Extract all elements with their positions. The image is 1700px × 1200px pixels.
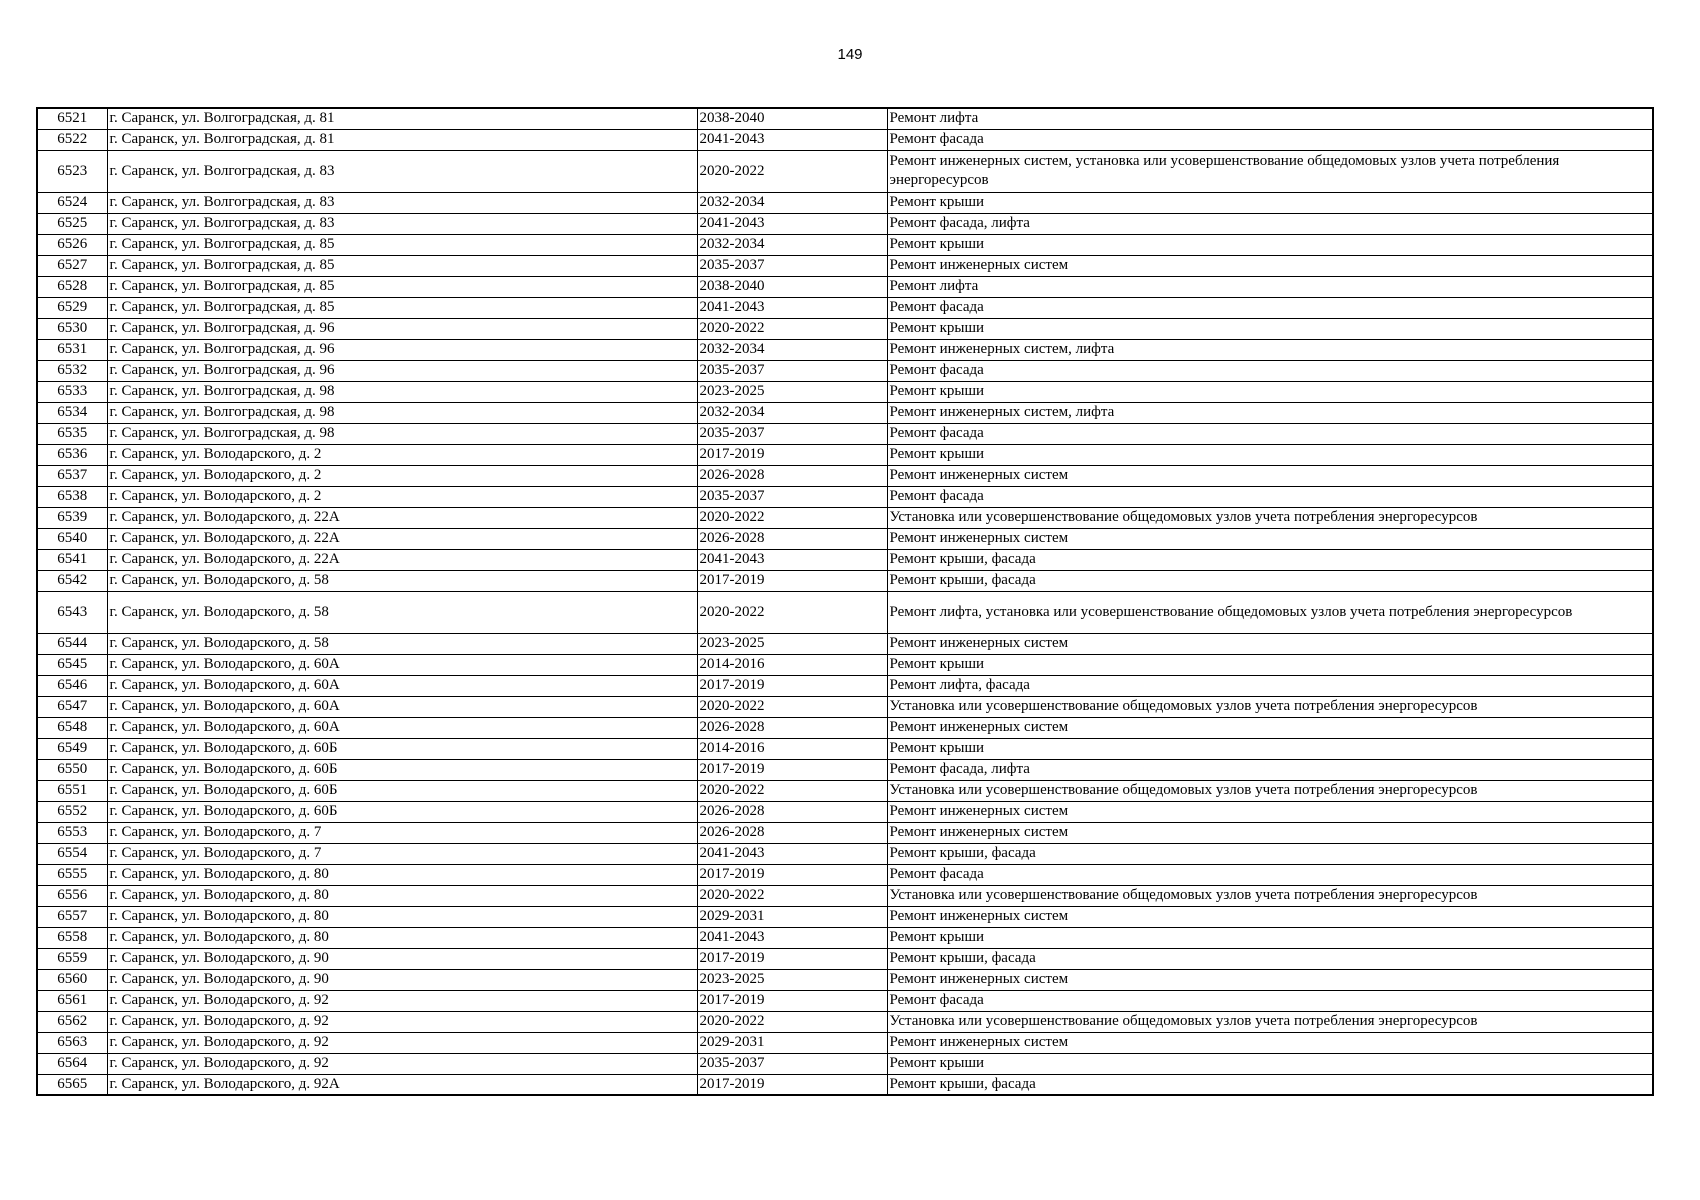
period-cell: 2026-2028 <box>697 717 887 738</box>
address-cell: г. Саранск, ул. Володарского, д. 90 <box>107 969 697 990</box>
table-row <box>37 528 1653 549</box>
address-cell: г. Саранск, ул. Володарского, д. 60А <box>107 654 697 675</box>
address-cell: г. Саранск, ул. Володарского, д. 7 <box>107 822 697 843</box>
row-number-cell: 6560 <box>37 969 107 990</box>
table-row <box>37 423 1653 444</box>
row-number-cell: 6543 <box>37 591 107 633</box>
row-number-cell: 6559 <box>37 948 107 969</box>
table-row <box>37 318 1653 339</box>
row-number-cell: 6544 <box>37 633 107 654</box>
address-cell: г. Саранск, ул. Володарского, д. 58 <box>107 633 697 654</box>
period-cell: 2041-2043 <box>697 549 887 570</box>
repair-schedule-table <box>36 107 1654 1096</box>
address-cell: г. Саранск, ул. Волгоградская, д. 81 <box>107 108 697 129</box>
table-row <box>37 906 1653 927</box>
row-number-cell: 6534 <box>37 402 107 423</box>
work-type-cell: Ремонт инженерных систем <box>887 528 1653 549</box>
address-cell: г. Саранск, ул. Володарского, д. 2 <box>107 444 697 465</box>
address-cell: г. Саранск, ул. Волгоградская, д. 83 <box>107 150 697 192</box>
period-cell: 2032-2034 <box>697 339 887 360</box>
work-type-cell: Ремонт фасада, лифта <box>887 759 1653 780</box>
period-cell: 2020-2022 <box>697 591 887 633</box>
work-type-cell: Ремонт крыши <box>887 927 1653 948</box>
address-cell: г. Саранск, ул. Волгоградская, д. 96 <box>107 360 697 381</box>
work-type-cell: Ремонт крыши <box>887 1053 1653 1074</box>
row-number-cell: 6537 <box>37 465 107 486</box>
period-cell: 2041-2043 <box>697 843 887 864</box>
work-type-cell: Ремонт фасада, лифта <box>887 213 1653 234</box>
table-body <box>37 108 1653 1095</box>
row-number-cell: 6530 <box>37 318 107 339</box>
row-number-cell: 6556 <box>37 885 107 906</box>
address-cell: г. Саранск, ул. Волгоградская, д. 85 <box>107 234 697 255</box>
work-type-cell: Ремонт крыши, фасада <box>887 1074 1653 1095</box>
period-cell: 2023-2025 <box>697 633 887 654</box>
row-number-cell: 6547 <box>37 696 107 717</box>
period-cell: 2038-2040 <box>697 108 887 129</box>
period-cell: 2017-2019 <box>697 444 887 465</box>
period-cell: 2041-2043 <box>697 129 887 150</box>
table-row <box>37 843 1653 864</box>
period-cell: 2023-2025 <box>697 381 887 402</box>
work-type-cell: Ремонт лифта, фасада <box>887 675 1653 696</box>
row-number-cell: 6564 <box>37 1053 107 1074</box>
table-row <box>37 1011 1653 1032</box>
address-cell: г. Саранск, ул. Волгоградская, д. 98 <box>107 381 697 402</box>
address-cell: г. Саранск, ул. Володарского, д. 60А <box>107 717 697 738</box>
period-cell: 2020-2022 <box>697 696 887 717</box>
address-cell: г. Саранск, ул. Волгоградская, д. 98 <box>107 423 697 444</box>
period-cell: 2041-2043 <box>697 927 887 948</box>
row-number-cell: 6525 <box>37 213 107 234</box>
row-number-cell: 6529 <box>37 297 107 318</box>
table-row <box>37 759 1653 780</box>
row-number-cell: 6549 <box>37 738 107 759</box>
row-number-cell: 6522 <box>37 129 107 150</box>
period-cell: 2035-2037 <box>697 360 887 381</box>
period-cell: 2038-2040 <box>697 276 887 297</box>
row-number-cell: 6553 <box>37 822 107 843</box>
row-number-cell: 6539 <box>37 507 107 528</box>
address-cell: г. Саранск, ул. Володарского, д. 92 <box>107 990 697 1011</box>
work-type-cell: Ремонт фасада <box>887 360 1653 381</box>
work-type-cell: Ремонт фасада <box>887 864 1653 885</box>
table-row <box>37 234 1653 255</box>
row-number-cell: 6523 <box>37 150 107 192</box>
table-row <box>37 591 1653 633</box>
work-type-cell: Ремонт крыши, фасада <box>887 570 1653 591</box>
table-row <box>37 213 1653 234</box>
period-cell: 2017-2019 <box>697 990 887 1011</box>
row-number-cell: 6524 <box>37 192 107 213</box>
table-row <box>37 717 1653 738</box>
table-row <box>37 276 1653 297</box>
address-cell: г. Саранск, ул. Волгоградская, д. 96 <box>107 318 697 339</box>
table-row <box>37 696 1653 717</box>
period-cell: 2026-2028 <box>697 822 887 843</box>
period-cell: 2020-2022 <box>697 507 887 528</box>
table-row <box>37 150 1653 192</box>
work-type-cell: Установка или усовершенствование общедомовых узлов учета потребления энергоресурсов <box>887 885 1653 906</box>
address-cell: г. Саранск, ул. Володарского, д. 90 <box>107 948 697 969</box>
row-number-cell: 6542 <box>37 570 107 591</box>
table-row <box>37 654 1653 675</box>
address-cell: г. Саранск, ул. Володарского, д. 22А <box>107 528 697 549</box>
period-cell: 2020-2022 <box>697 780 887 801</box>
address-cell: г. Саранск, ул. Володарского, д. 92А <box>107 1074 697 1095</box>
table-row <box>37 486 1653 507</box>
work-type-cell: Ремонт инженерных систем <box>887 255 1653 276</box>
table-row <box>37 192 1653 213</box>
page-number: 149 <box>837 46 863 63</box>
table-row <box>37 1053 1653 1074</box>
address-cell: г. Саранск, ул. Володарского, д. 58 <box>107 591 697 633</box>
period-cell: 2017-2019 <box>697 570 887 591</box>
address-cell: г. Саранск, ул. Володарского, д. 22А <box>107 507 697 528</box>
work-type-cell: Ремонт фасада <box>887 129 1653 150</box>
row-number-cell: 6536 <box>37 444 107 465</box>
period-cell: 2020-2022 <box>697 1011 887 1032</box>
work-type-cell: Ремонт крыши <box>887 381 1653 402</box>
work-type-cell: Ремонт инженерных систем <box>887 465 1653 486</box>
row-number-cell: 6532 <box>37 360 107 381</box>
period-cell: 2026-2028 <box>697 801 887 822</box>
work-type-cell: Ремонт крыши <box>887 444 1653 465</box>
work-type-cell: Ремонт лифта <box>887 108 1653 129</box>
table-row <box>37 948 1653 969</box>
period-cell: 2029-2031 <box>697 1032 887 1053</box>
work-type-cell: Ремонт инженерных систем <box>887 969 1653 990</box>
table-row <box>37 507 1653 528</box>
table-row <box>37 339 1653 360</box>
address-cell: г. Саранск, ул. Волгоградская, д. 81 <box>107 129 697 150</box>
period-cell: 2041-2043 <box>697 297 887 318</box>
address-cell: г. Саранск, ул. Володарского, д. 58 <box>107 570 697 591</box>
table-row <box>37 969 1653 990</box>
row-number-cell: 6565 <box>37 1074 107 1095</box>
table-row <box>37 675 1653 696</box>
work-type-cell: Ремонт крыши <box>887 192 1653 213</box>
row-number-cell: 6563 <box>37 1032 107 1053</box>
row-number-cell: 6552 <box>37 801 107 822</box>
work-type-cell: Ремонт крыши <box>887 318 1653 339</box>
address-cell: г. Саранск, ул. Волгоградская, д. 85 <box>107 297 697 318</box>
address-cell: г. Саранск, ул. Володарского, д. 80 <box>107 864 697 885</box>
work-type-cell: Ремонт фасада <box>887 486 1653 507</box>
table-row <box>37 129 1653 150</box>
work-type-cell: Установка или усовершенствование общедомовых узлов учета потребления энергоресурсов <box>887 696 1653 717</box>
table-row <box>37 402 1653 423</box>
period-cell: 2032-2034 <box>697 234 887 255</box>
table-row <box>37 801 1653 822</box>
row-number-cell: 6550 <box>37 759 107 780</box>
table-row <box>37 927 1653 948</box>
address-cell: г. Саранск, ул. Володарского, д. 22А <box>107 549 697 570</box>
address-cell: г. Саранск, ул. Волгоградская, д. 98 <box>107 402 697 423</box>
row-number-cell: 6557 <box>37 906 107 927</box>
table-row <box>37 1032 1653 1053</box>
table-row <box>37 444 1653 465</box>
row-number-cell: 6535 <box>37 423 107 444</box>
work-type-cell: Ремонт инженерных систем <box>887 822 1653 843</box>
table-row <box>37 738 1653 759</box>
work-type-cell: Ремонт инженерных систем, лифта <box>887 402 1653 423</box>
row-number-cell: 6562 <box>37 1011 107 1032</box>
row-number-cell: 6545 <box>37 654 107 675</box>
period-cell: 2035-2037 <box>697 1053 887 1074</box>
period-cell: 2023-2025 <box>697 969 887 990</box>
period-cell: 2035-2037 <box>697 255 887 276</box>
address-cell: г. Саранск, ул. Володарского, д. 60Б <box>107 780 697 801</box>
work-type-cell: Ремонт инженерных систем <box>887 906 1653 927</box>
address-cell: г. Саранск, ул. Володарского, д. 92 <box>107 1011 697 1032</box>
table-row <box>37 864 1653 885</box>
period-cell: 2032-2034 <box>697 192 887 213</box>
address-cell: г. Саранск, ул. Володарского, д. 60А <box>107 675 697 696</box>
period-cell: 2026-2028 <box>697 465 887 486</box>
address-cell: г. Саранск, ул. Володарского, д. 92 <box>107 1053 697 1074</box>
address-cell: г. Саранск, ул. Волгоградская, д. 96 <box>107 339 697 360</box>
address-cell: г. Саранск, ул. Володарского, д. 60Б <box>107 759 697 780</box>
address-cell: г. Саранск, ул. Володарского, д. 2 <box>107 465 697 486</box>
row-number-cell: 6521 <box>37 108 107 129</box>
period-cell: 2017-2019 <box>697 1074 887 1095</box>
row-number-cell: 6555 <box>37 864 107 885</box>
table-row <box>37 990 1653 1011</box>
address-cell: г. Саранск, ул. Володарского, д. 60Б <box>107 738 697 759</box>
row-number-cell: 6527 <box>37 255 107 276</box>
work-type-cell: Ремонт крыши <box>887 654 1653 675</box>
period-cell: 2017-2019 <box>697 948 887 969</box>
period-cell: 2020-2022 <box>697 318 887 339</box>
period-cell: 2029-2031 <box>697 906 887 927</box>
work-type-cell: Ремонт инженерных систем <box>887 801 1653 822</box>
work-type-cell: Ремонт инженерных систем <box>887 633 1653 654</box>
row-number-cell: 6546 <box>37 675 107 696</box>
table-row <box>37 549 1653 570</box>
row-number-cell: 6526 <box>37 234 107 255</box>
work-type-cell: Ремонт инженерных систем, установка или усовершенствование общедомовых узлов учета потребления энергоресурсов <box>887 150 1653 192</box>
row-number-cell: 6531 <box>37 339 107 360</box>
period-cell: 2017-2019 <box>697 675 887 696</box>
address-cell: г. Саранск, ул. Волгоградская, д. 85 <box>107 255 697 276</box>
work-type-cell: Установка или усовершенствование общедомовых узлов учета потребления энергоресурсов <box>887 780 1653 801</box>
period-cell: 2020-2022 <box>697 150 887 192</box>
table-row <box>37 360 1653 381</box>
work-type-cell: Установка или усовершенствование общедомовых узлов учета потребления энергоресурсов <box>887 507 1653 528</box>
table-row <box>37 108 1653 129</box>
row-number-cell: 6538 <box>37 486 107 507</box>
table-row <box>37 255 1653 276</box>
table-row <box>37 1074 1653 1095</box>
work-type-cell: Ремонт крыши, фасада <box>887 549 1653 570</box>
row-number-cell: 6548 <box>37 717 107 738</box>
period-cell: 2035-2037 <box>697 486 887 507</box>
work-type-cell: Ремонт крыши, фасада <box>887 843 1653 864</box>
work-type-cell: Установка или усовершенствование общедомовых узлов учета потребления энергоресурсов <box>887 1011 1653 1032</box>
table-row <box>37 381 1653 402</box>
address-cell: г. Саранск, ул. Володарского, д. 80 <box>107 885 697 906</box>
work-type-cell: Ремонт крыши <box>887 738 1653 759</box>
table-row <box>37 570 1653 591</box>
period-cell: 2035-2037 <box>697 423 887 444</box>
address-cell: г. Саранск, ул. Володарского, д. 60А <box>107 696 697 717</box>
row-number-cell: 6558 <box>37 927 107 948</box>
period-cell: 2017-2019 <box>697 864 887 885</box>
work-type-cell: Ремонт фасада <box>887 297 1653 318</box>
period-cell: 2032-2034 <box>697 402 887 423</box>
row-number-cell: 6551 <box>37 780 107 801</box>
work-type-cell: Ремонт инженерных систем, лифта <box>887 339 1653 360</box>
address-cell: г. Саранск, ул. Володарского, д. 92 <box>107 1032 697 1053</box>
table-row <box>37 780 1653 801</box>
period-cell: 2014-2016 <box>697 738 887 759</box>
row-number-cell: 6554 <box>37 843 107 864</box>
address-cell: г. Саранск, ул. Володарского, д. 80 <box>107 906 697 927</box>
row-number-cell: 6533 <box>37 381 107 402</box>
period-cell: 2017-2019 <box>697 759 887 780</box>
row-number-cell: 6528 <box>37 276 107 297</box>
table-row <box>37 822 1653 843</box>
work-type-cell: Ремонт фасада <box>887 990 1653 1011</box>
address-cell: г. Саранск, ул. Володарского, д. 60Б <box>107 801 697 822</box>
address-cell: г. Саранск, ул. Волгоградская, д. 85 <box>107 276 697 297</box>
work-type-cell: Ремонт инженерных систем <box>887 1032 1653 1053</box>
row-number-cell: 6540 <box>37 528 107 549</box>
row-number-cell: 6561 <box>37 990 107 1011</box>
work-type-cell: Ремонт крыши, фасада <box>887 948 1653 969</box>
address-cell: г. Саранск, ул. Волгоградская, д. 83 <box>107 213 697 234</box>
work-type-cell: Ремонт фасада <box>887 423 1653 444</box>
work-type-cell: Ремонт инженерных систем <box>887 717 1653 738</box>
work-type-cell: Ремонт лифта, установка или усовершенствование общедомовых узлов учета потребления энергоресурсов <box>887 591 1653 633</box>
table-row <box>37 633 1653 654</box>
work-type-cell: Ремонт крыши <box>887 234 1653 255</box>
table-row <box>37 465 1653 486</box>
address-cell: г. Саранск, ул. Волгоградская, д. 83 <box>107 192 697 213</box>
address-cell: г. Саранск, ул. Володарского, д. 7 <box>107 843 697 864</box>
period-cell: 2026-2028 <box>697 528 887 549</box>
table-row <box>37 885 1653 906</box>
address-cell: г. Саранск, ул. Володарского, д. 80 <box>107 927 697 948</box>
table-row <box>37 297 1653 318</box>
period-cell: 2014-2016 <box>697 654 887 675</box>
period-cell: 2041-2043 <box>697 213 887 234</box>
row-number-cell: 6541 <box>37 549 107 570</box>
period-cell: 2020-2022 <box>697 885 887 906</box>
address-cell: г. Саранск, ул. Володарского, д. 2 <box>107 486 697 507</box>
work-type-cell: Ремонт лифта <box>887 276 1653 297</box>
